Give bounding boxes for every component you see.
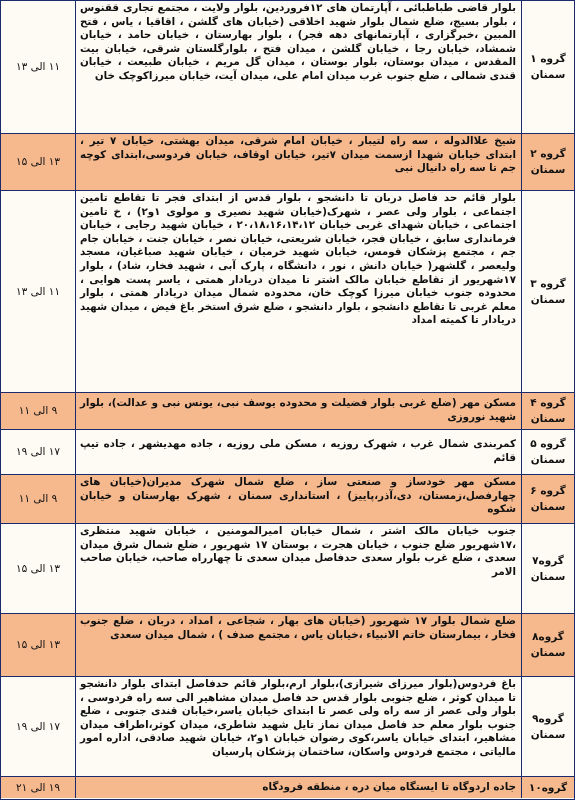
table-row (1, 614, 574, 677)
group-cell (521, 677, 574, 776)
area-description: مسکن مهر خودساز و صنعتی ساز ، ضلع شمال شهرک مدیران(خیابان های چهارفصل،زمستان، دی،آذر،پاییز) ، استانداری سمنان ، شهرک بهارستان و خیابان شکوه (80, 476, 516, 516)
time-range: ۱۷ الی ۱۹ (1, 430, 76, 474)
time-range: ۱۳ الی ۱۵ (1, 614, 76, 676)
table-row (1, 430, 574, 475)
group-title: گروه۹ (532, 712, 564, 725)
group-city: سمنان (530, 501, 566, 513)
area-description: ضلع شمال بلوار ۱۷ شهریور (خیابان های بهار ، شجاعی ، امداد ، دربان ، ضلع جنوب فخار ، بیمارستان خاتم الانبیاء ،خیابان یاس ، مجتمع صدف ) ، شمال میدان سعدی (80, 615, 516, 641)
group-cell (521, 524, 574, 613)
table-row (1, 524, 574, 614)
table-row (1, 677, 574, 777)
area-description: کمربندی شمال غرب ، شهرک روزیه ، مسکن ملی روزیه ، جاده مهدیشهر ، جاده تیپ قائم (80, 438, 516, 464)
group-title: گروه۷ (532, 554, 564, 567)
group-cell (521, 475, 574, 523)
time-range: ۹ الی ۱۱ (1, 475, 76, 523)
area-description: شیخ علاالدوله ، سه راه لتیبار ، خیابان امام شرقی، میدان بهشتی، خیابان ۷ تیر ، ابتدای خیابان شهدا ازسمت میدان ۷تیر، خیابان اوقاف، خیابان فردوسی،ابتدای کوچه جم تا سه راه دانیال نبی (80, 135, 516, 175)
group-cell (521, 1, 574, 133)
group-cell (521, 134, 574, 190)
group-cell (521, 777, 574, 798)
time-range: ۱۳ الی ۱۵ (1, 524, 76, 613)
area-description: باغ فردوس(بلوار میرزای شیرازی)،بلوار ارم،بلوار قائم حدفاصل ابتدای بلوار دانشجو تا میدان کوثر ، ضلع جنوبی بلوار قدس حد فاصل میدان مشاهیر الی سه راه فردوسی ، بلوار ولی عصر از سه راه ولی عصر تا ابتدای خیابان یاسر،خیابان قندی جنوبی ، ضلع جنوب بلوار معلم حد فاصل میدان نماز تایل شهید شاطری، میدان کوثر،اطراف میدان مشاهیر، ابتدای خیابان یاسر،کوی رضوان خیابان ۱و۲، خیابان شهید صادقی، اداره امور مالیاتی ، مجتمع فردوس واسکان، ساختمان پزشکان پارسیان (80, 678, 517, 758)
group-city: سمنان (530, 164, 566, 176)
group-city: سمنان (530, 454, 566, 466)
time-range: ۱۳ الی ۱۵ (1, 134, 76, 190)
area-description: بلوار قاضی طباطبائی ، آپارتمان های ۱۲فروردین، بلوار ولایت ، مجتمع تجاری ققنوس ، بلوار بسیج، ضلع شمال بلوار شهید اخلاقی (خیابان های گلشن ، اقاقیا ، یاس ، فتح المبین ،خبرگزاری ، آپارتمانهای دهه فجر) ، بلوار بهارستان ، خیابان حامد ، خیابان شمشاد، خیابان رجا ، خیابان گلشن ، میدان فتح ، بلوارگلستان شرقی، خیابان بیت المقدس ، میدان بوستان، بلوار بوستان ، میدان گل مریم ، خیابان طبیعت ، خیابان قندی شمالی ، ضلع جنوب غرب میدان امام علی، میدان آیت، خیابان میرزاکوچک خان (80, 2, 516, 82)
group-title: گروه۸ (532, 631, 564, 643)
group-cell (521, 430, 574, 474)
group-title: گروه ۴ (530, 397, 566, 409)
table-row (1, 475, 574, 524)
time-range: ۹ الی ۱۱ (1, 393, 76, 429)
time-range: ۱۱ الی ۱۳ (1, 191, 76, 392)
table-row (1, 134, 574, 191)
group-city: سمنان (530, 293, 566, 306)
group-city: سمنان (530, 570, 566, 583)
time-range: ۱۱ الی ۱۳ (1, 1, 76, 133)
group-title: گروه ۳ (530, 277, 566, 290)
group-city: سمنان (530, 728, 566, 741)
area-description: جاده اردوگاه تا ایستگاه میان دره ، منطقه فرودگاه (262, 780, 516, 793)
area-description: مسکن مهر (ضلع غربی بلوار فضیلت و محدوده یوسف نبی، یونس نبی و عدالت)، بلوار شهید نوروزی (80, 397, 516, 423)
group-city: سمنان (530, 69, 566, 81)
time-range: ۱۷ الی ۱۹ (1, 677, 76, 776)
group-title: گروه ۱ (530, 53, 566, 65)
time-range: ۱۹ الی ۲۱ (1, 777, 76, 798)
group-title: گروه ۵ (530, 438, 566, 450)
group-city: سمنان (530, 647, 566, 659)
group-title: گروه ۲ (530, 148, 566, 160)
table-row (1, 777, 574, 798)
group-cell (521, 191, 574, 392)
table-row (1, 1, 574, 134)
table-row (1, 191, 574, 393)
area-description: بلوار قائم حد فاصل دربان تا دانشجو ، بلوار قدس از ابتدای فجر تا تقاطع تامین اجتماعی ، بلوار ولی عصر ، شهرک(خیابان شهید نصیری و مولوی ۱و۲) ، خ تامین اجتماعی ، خیابان شهدای غربی خیابان ۲۰،۱۸،۱۶،۱۴،۱۲ ، خیابان شهید رجایی ، خیابان فرمانداری سابق ، خیابان فجر، خیابان شریعتی، خیابان نصر ، خیابان جنت ، خیابان جام جم ، مجتمع پزشکان قومس، خیابان شهید خرمیان ، خیابان شهید صباغیان، مسجد ولیعصر ، گلشهر( خیابان دانش ، نور ، دانشگاه ، پارک آبی ، شهید فخار، شاد) ، بلوار ۱۷شهریور از تقاطع خیابان مالک اشتر تا میدان دریادار همتی ، یاسر پست هوایی ، محدوده جنوب خیابان میرزا کوچک خان، محدوده شمال میدان دریادار همتی ، بلوار معلم غربی تا تقاطع دانشجو ، بلوار دانشجو ، ضلع شرق استخر باغ فیض ، میدان شهید دریادار تا کمیته امداد (80, 192, 516, 327)
group-title: گروه ۶ (530, 485, 566, 497)
group-cell (521, 614, 574, 676)
group-cell (521, 393, 574, 429)
table-row (1, 393, 574, 430)
group-city: سمنان (530, 413, 566, 425)
area-description: جنوب خیابان مالک اشتر ، شمال خیابان امیرالمومنین ، خیابان شهید منتظری ،۱۷شهریور ضلع جنوب ، خیابان هجرت ، بوستان ۱۷ شهریور ، ضلع شمال شرق میدان سعدی ، ضلع غرب بلوار سعدی حدفاصل میدان سعدی تا چهارراه صاحب، خیابان صاحب الامر (80, 525, 516, 578)
group-title: گروه۱۰ (528, 781, 568, 794)
